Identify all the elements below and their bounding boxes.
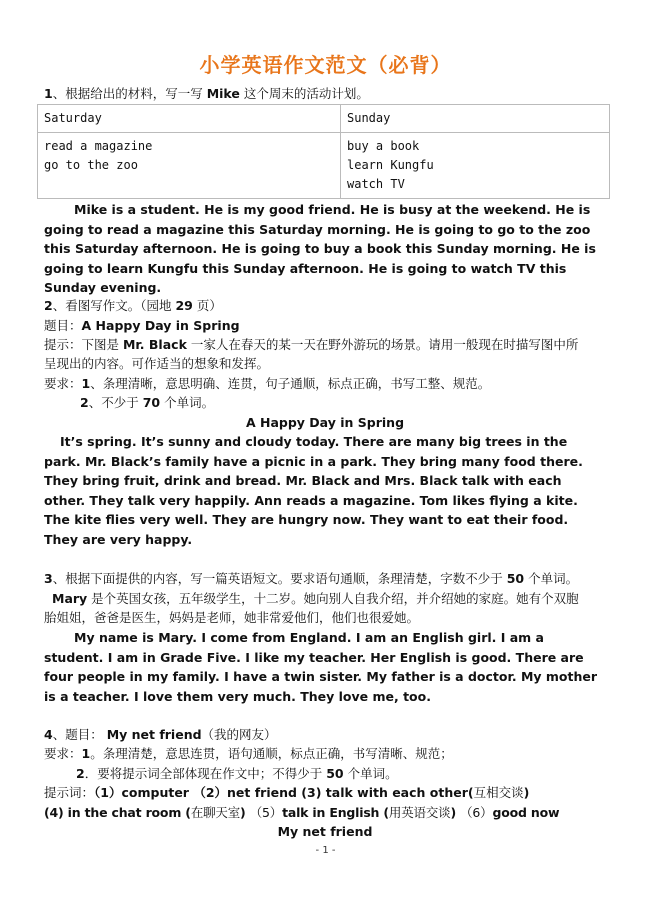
table-header-row [38,105,610,133]
section-1-prompt: 1、根据给出的材料，写一写 Mike 这个周末的活动计划。 [44,86,369,101]
section-4-essay-title: My net friend [277,824,373,839]
section-4-requirement-1: 要求：1。条理清楚，意思连贯，语句通顺，标点正确，书写清晰、规范； [44,746,453,761]
document-title: 小学英语作文范文（必背） [199,53,452,77]
saturday-activities-cell [38,133,341,199]
page-number: - 1 - [315,845,336,856]
sunday-activities-cell [341,133,610,199]
section-2-essay: It’s spring. It’s sunny and cloudy today. There are many big trees in the park. Mr. Black’s family have a picnic in a park. They bring many food there. They bring fruit, drink and bread. Mr. Black and Mrs. Black talk with each other. They talk very happily. Ann reads a magazine. Tom likes flying a kite. The kite flies very well. They are hungry now. They want to eat their food. They are very happy. [44,434,583,547]
section-2-topic: 题目：A Happy Day in Spring [44,318,240,333]
section-1-essay: Mike is a student. He is my good friend. He is busy at the weekend. He is going to read a magazine this Saturday morning. He is going to go to the zoo this Saturday afternoon. He is going to buy a book this Sunday morning. He is going to learn Kungfu this Sunday afternoon. He is going to watch TV this Sunday evening. [44,202,596,295]
section-3-prompt: 3、根据下面提供的内容，写一篇英语短文。要求语句通顺，条理清楚，字数不少于 50 个单词。 [44,571,579,586]
section-4-keywords: 提示词：（1）computer （2）net friend (3) talk with each other(互相交谈) [44,785,530,800]
list-item: learn Kungfu [347,158,434,172]
section-3-info-cont: 胎姐姐，爸爸是医生，妈妈是老师，她非常爱他们，他们也很爱她。 [44,610,420,625]
section-2-requirement-1: 要求：1、条理清晰，意思明确、连贯，句子通顺，标点正确，书写工整、规范。 [44,376,491,391]
section-3-info: Mary 是个英国女孩，五年级学生，十二岁。她向别人自我介绍，并介绍她的家庭。她有个双胞 [52,591,579,606]
weekend-plan-table [37,104,610,199]
section-4-heading: 4、题目： My net friend（我的网友） [44,727,277,742]
section-2-hint: 提示：下图是 Mr. Black 一家人在春天的某一天在野外游玩的场景。请用一般现在时描写图中所 [44,337,579,352]
section-2-essay-title: A Happy Day in Spring [245,415,405,430]
section-2-hint-cont: 呈现出的内容。可作适当的想象和发挥。 [44,356,270,371]
list-item: watch TV [347,177,405,191]
list-item: buy a book [347,139,420,153]
section-3-essay: My name is Mary. I come from England. I am an English girl. I am a student. I am in Grade Five. I like my teacher. Her English is good. There are four people in my family. I have a twin sister. My father is a doctor. My mother is a teacher. I love them very much. They love me, too. [44,630,598,704]
section-4-requirement-2: 2．要将提示词全部体现在作文中；不得少于 50 个单词。 [76,766,398,781]
table-header-cell: Saturday [38,105,341,133]
section-2-requirement-2: 2、不少于 70 个单词。 [80,395,215,410]
table-header-cell: Sunday [341,105,610,133]
section-2-heading: 2、看图写作文。（园地 29 页） [44,298,222,313]
section-4-keywords-cont: (4) in the chat room (在聊天室) （5）talk in English (用英语交谈) （6）good now [44,805,560,820]
list-item: read a magazine [44,139,153,153]
table-row [38,133,610,199]
list-item: go to the zoo [44,158,138,172]
